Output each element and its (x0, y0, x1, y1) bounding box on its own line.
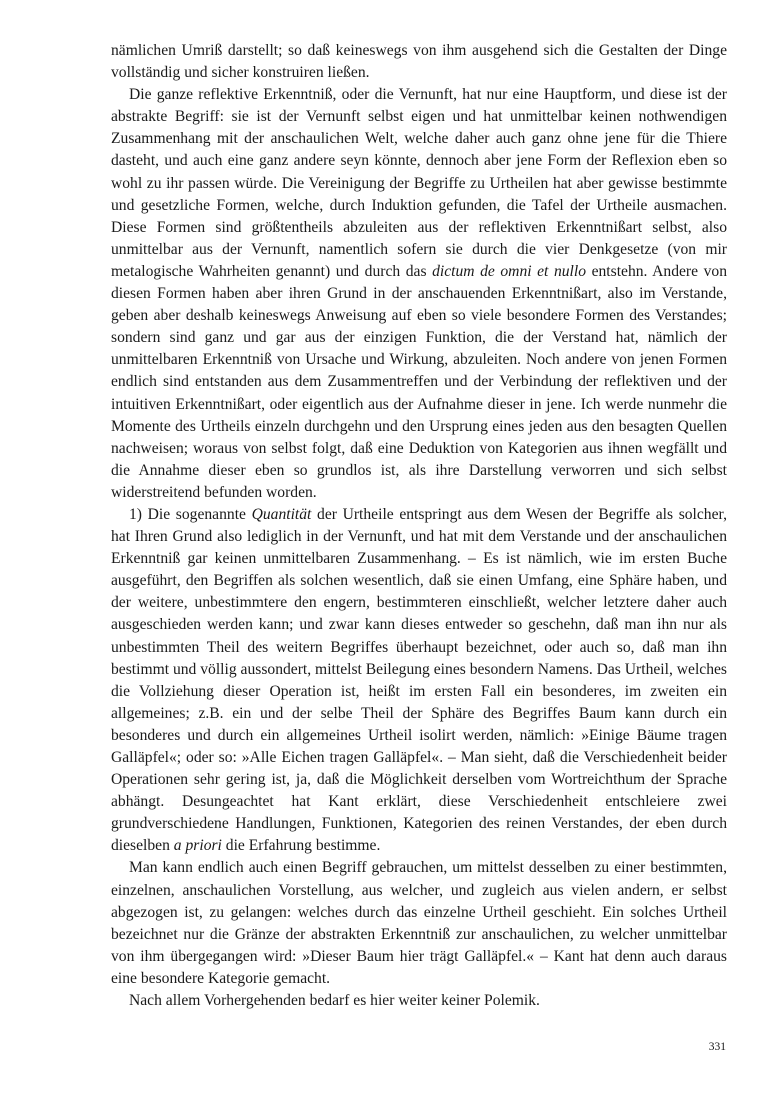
text-segment: Man kann endlich auch einen Begriff gebrauchen, um mittelst desselben zu einer bestimmten, einzelnen, anschaulichen Vorstellung, aus welcher, und zugleich aus vielen andern, er selbst abgezogen ist, zu gelangen: welches durch das einzelne Urtheil geschieht. Ein solches Urtheil bezeichnet nur die Gränze der abstrakten Erkenntniß zur anschaulichen, zu welcher unmittelbar von ihm übergegangen wird: »Dieser Baum hier trägt Galläpfel.« – Kant hat denn auch daraus eine besondere Kategorie gemacht. (111, 859, 727, 987)
paragraph-quantity (111, 504, 727, 858)
paragraph-conclusion (111, 990, 727, 1012)
italic-term: Quantität (251, 505, 312, 523)
text-segment: die Erfahrung bestimme. (221, 837, 381, 855)
text-segment: nämlichen Umriß darstellt; so daß keineswegs von ihm ausgehend sich die Gestalten der Dinge vollständig und sicher konstruiren ließen. (111, 42, 727, 82)
paragraph-single-judgement (111, 857, 727, 990)
page-number: 331 (708, 1041, 726, 1053)
italic-term: a priori (173, 837, 222, 855)
text-segment: 1) Die sogenannte (129, 505, 252, 523)
text-segment: der Urtheile entspringt aus dem Wesen der Begriffe als solcher, hat Ihren Grund also lediglich in der Vernunft, und hat mit dem Verstande und der anschaulichen Erkenntniß gar keinen unmittelbaren Zusammenhang. – Es ist nämlich, wie im ersten Buche ausgeführt, den Begriffen als solchen wesentlich, daß sie einen Umfang, eine Sphäre haben, und der weitere, unbestimmtere den engern, bestimmteren einschließt, welcher letztere daher auch ausgeschieden werden kann; und zwar kann dieses entweder so geschehn, daß man ihn nur als unbestimmten Theil des weitern Begriffes überhaupt bezeichnet, oder auch so, daß man ihn bestimmt und völlig aussondert, mittelst Beilegung eines besondern Namens. Das Urtheil, welches die Vollziehung dieser Operation ist, heißt im ersten Fall ein besonderes, im zweiten ein allgemeines; z.B. ein und der selbe Theil der Sphäre des Begriffes Baum kann durch ein besonderes und durch ein allgemeines Urtheil isolirt werden, nämlich: »Einige Bäume tragen Galläpfel«; oder so: »Alle Eichen tragen Galläpfel«. – Man sieht, daß die Verschiedenheit beider Operationen sehr gering ist, ja, daß die Möglichkeit derselben vom Wortreichthum der Sprache abhängt. Desungeachtet hat Kant erklärt, diese Verschiedenheit entschleiere zwei grundverschiedene Handlungen, Funktionen, Kategorien des reinen Verstandes, der eben durch dieselben (111, 505, 727, 855)
paragraph-continuation (111, 40, 727, 84)
text-segment: Die ganze reflektive Erkenntniß, oder die Vernunft, hat nur eine Hauptform, und diese ist der abstrakte Begriff: sie ist der Vernunft selbst eigen und hat unmittelbar keinen nothwendigen Zusammenhang mit der anschaulichen Welt, welche daher auch ganz ohne jene für die Thiere dasteht, und auch eine ganz andere seyn könnte, dennoch aber jene Form der Reflexion eben so wohl zu ihr passen würde. Die Vereinigung der Begriffe zu Urtheilen hat aber gewisse bestimmte und gesetzliche Formen, welche, durch Induktion gefunden, die Tafel der Urtheile ausmachen. Diese Formen sind größtentheils abzuleiten aus der reflektiven Erkenntnißart selbst, also unmittelbar aus der Vernunft, namentlich sofern sie durch die vier Denkgesetze (von mir metalogische Wahrheiten genannt) und durch das (111, 86, 727, 280)
paragraph-reflective-knowledge (111, 84, 727, 504)
italic-term: dictum de omni et nullo (432, 262, 587, 280)
body-text (111, 40, 727, 1012)
text-segment: entstehn. Andere von diesen Formen haben aber ihren Grund in der anschauenden Erkenntnißart, also im Verstande, geben aber deshalb keineswegs Anweisung auf eben so viele besondere Formen des Verstandes; sondern sind ganz und gar aus der einzigen Funktion, die der Verstand hat, nämlich der unmittelbaren Erkenntniß von Ursache und Wirkung, abzuleiten. Noch andere von jenen Formen endlich sind entstanden aus dem Zusammentreffen und der Verbindung der reflektiven und der intuitiven Erkenntnißart, oder eigentlich aus der Aufnahme dieser in jene. Ich werde nunmehr die Momente des Urtheils einzeln durchgehn und den Ursprung eines jeden aus den besagten Quellen nachweisen; woraus von selbst folgt, daß eine Deduktion von Kategorien aus ihnen wegfällt und die Annahme dieser eben so grundlos ist, als ihre Darstellung verworren und sich selbst widerstreitend befunden worden. (111, 262, 727, 501)
text-segment: Nach allem Vorhergehenden bedarf es hier weiter keiner Polemik. (129, 992, 540, 1010)
